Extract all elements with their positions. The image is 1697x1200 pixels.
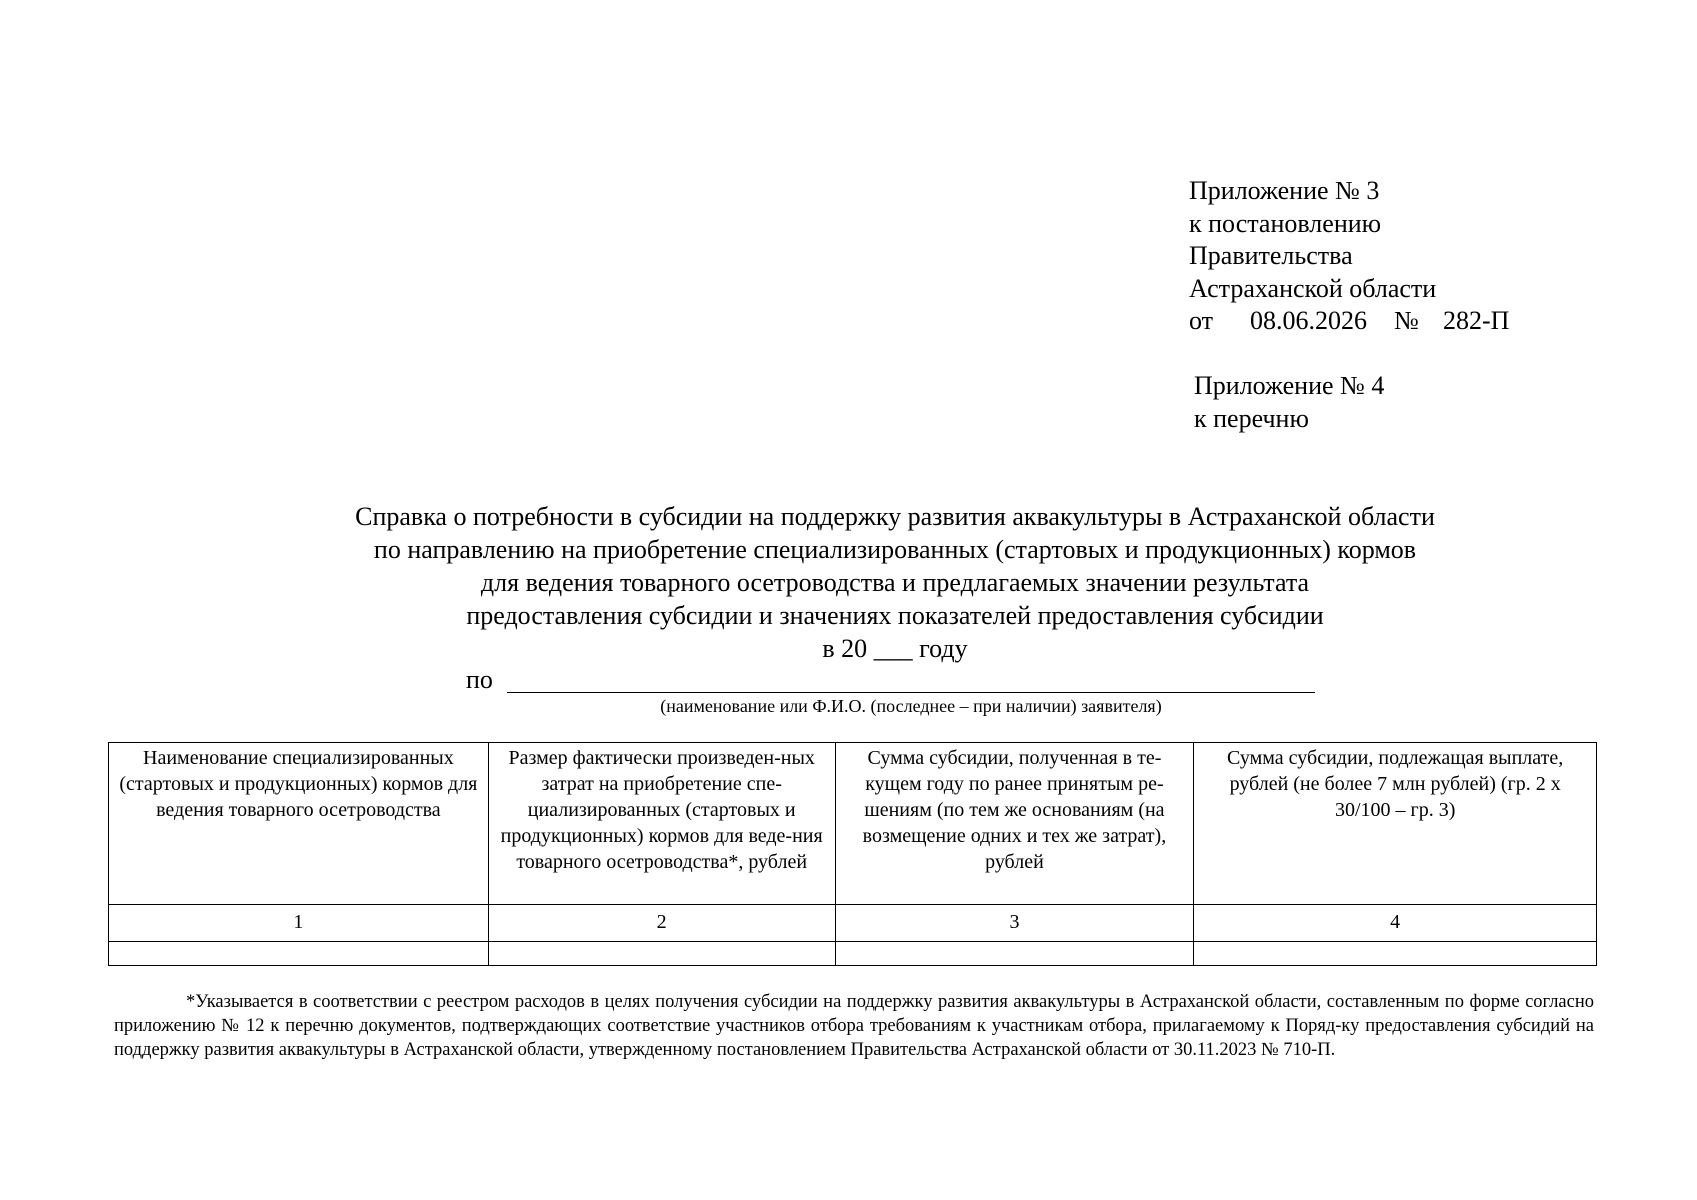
header-actual-costs: Размер фактически произведен-ных затрат на приобретение спе-циализированных (стартовых и продукционных) кормов для веде-ния товарного осетроводства*, рублей (488, 743, 835, 905)
appendix-4-to-list: к перечню (1194, 403, 1309, 433)
number-label: № (1394, 306, 1419, 335)
appendix-4-title: Приложение № 4 (1194, 371, 1385, 400)
from-label: от (1189, 306, 1214, 335)
title-line-4: предоставления субсидии и значениях показателей предоставления субсидии (466, 601, 1324, 630)
table-row (109, 942, 1597, 966)
table-cell[interactable] (835, 942, 1194, 966)
title-line-1: Справка о потребности в субсидии на поддержку развития аквакультуры в Астраханской области (355, 502, 1435, 531)
subsidy-needs-table (108, 742, 1597, 966)
appendix-3-title: Приложение № 3 (1189, 176, 1380, 205)
table-column-numbers-row (109, 905, 1597, 942)
column-number: 3 (835, 905, 1194, 942)
header-subsidy-payable: Сумма субсидии, подлежащая выплате, рублей (не более 7 млн рублей) (гр. 2 х 30/100 – гр. 3) (1194, 743, 1597, 905)
applicant-caption: (наименование или Ф.И.О. (последнее – при наличии) заявителя) (660, 696, 1162, 716)
title-line-3: для ведения товарного осетроводства и предлагаемых значении результата (480, 568, 1310, 597)
appendix-3-region: Астраханской области (1189, 273, 1437, 303)
table-cell[interactable] (488, 942, 835, 966)
appendix-4-block (1194, 370, 1384, 435)
column-number: 4 (1194, 905, 1597, 942)
applicant-label: по (466, 665, 493, 694)
header-feed-name: Наименование специализированных (стартовых и продукционных) кормов для ведения товарного осетроводства (109, 743, 489, 905)
applicant-name-field[interactable] (507, 692, 1315, 693)
column-number: 1 (109, 905, 489, 942)
appendix-3-block (1189, 175, 1509, 338)
appendix-3-date-row (1189, 305, 1509, 338)
column-number: 2 (488, 905, 835, 942)
title-year-line: в 20 ___ году (822, 634, 968, 663)
footnote: *Указывается в соответствии с реестром расходов в целях получения субсидии на поддержку развития аквакультуры в Астраханской области, составленным по форме согласно приложению № 12 к перечню документов, подтверждающих соответствие участников отбора требованиям к участникам отбора, прилагаемому к Поряд-ку предоставления субсидий на поддержку развития аквакультуры в Астраханской области, утвержденному постановлением Правительства Астраханской области от 30.11.2023 № 710-П. (114, 992, 1594, 1060)
header-subsidy-received: Сумма субсидии, полученная в те-кущем году по ранее принятым ре-шениям (по тем же основаниям (на возмещение одних и тех же затрат), рублей (835, 743, 1194, 905)
title-line-2: по направлению на приобретение специализированных (стартовых и продукционных) кормов (373, 535, 1417, 564)
resolution-date: 08.06.2026 (1250, 306, 1367, 335)
resolution-number: 282-П (1443, 306, 1510, 335)
table-cell[interactable] (1194, 942, 1597, 966)
appendix-3-to-resolution: к постановлению (1189, 208, 1382, 238)
appendix-3-government: Правительства (1189, 241, 1353, 270)
document-title (250, 500, 1540, 665)
table-cell[interactable] (109, 942, 489, 966)
table-header-row (109, 743, 1597, 905)
